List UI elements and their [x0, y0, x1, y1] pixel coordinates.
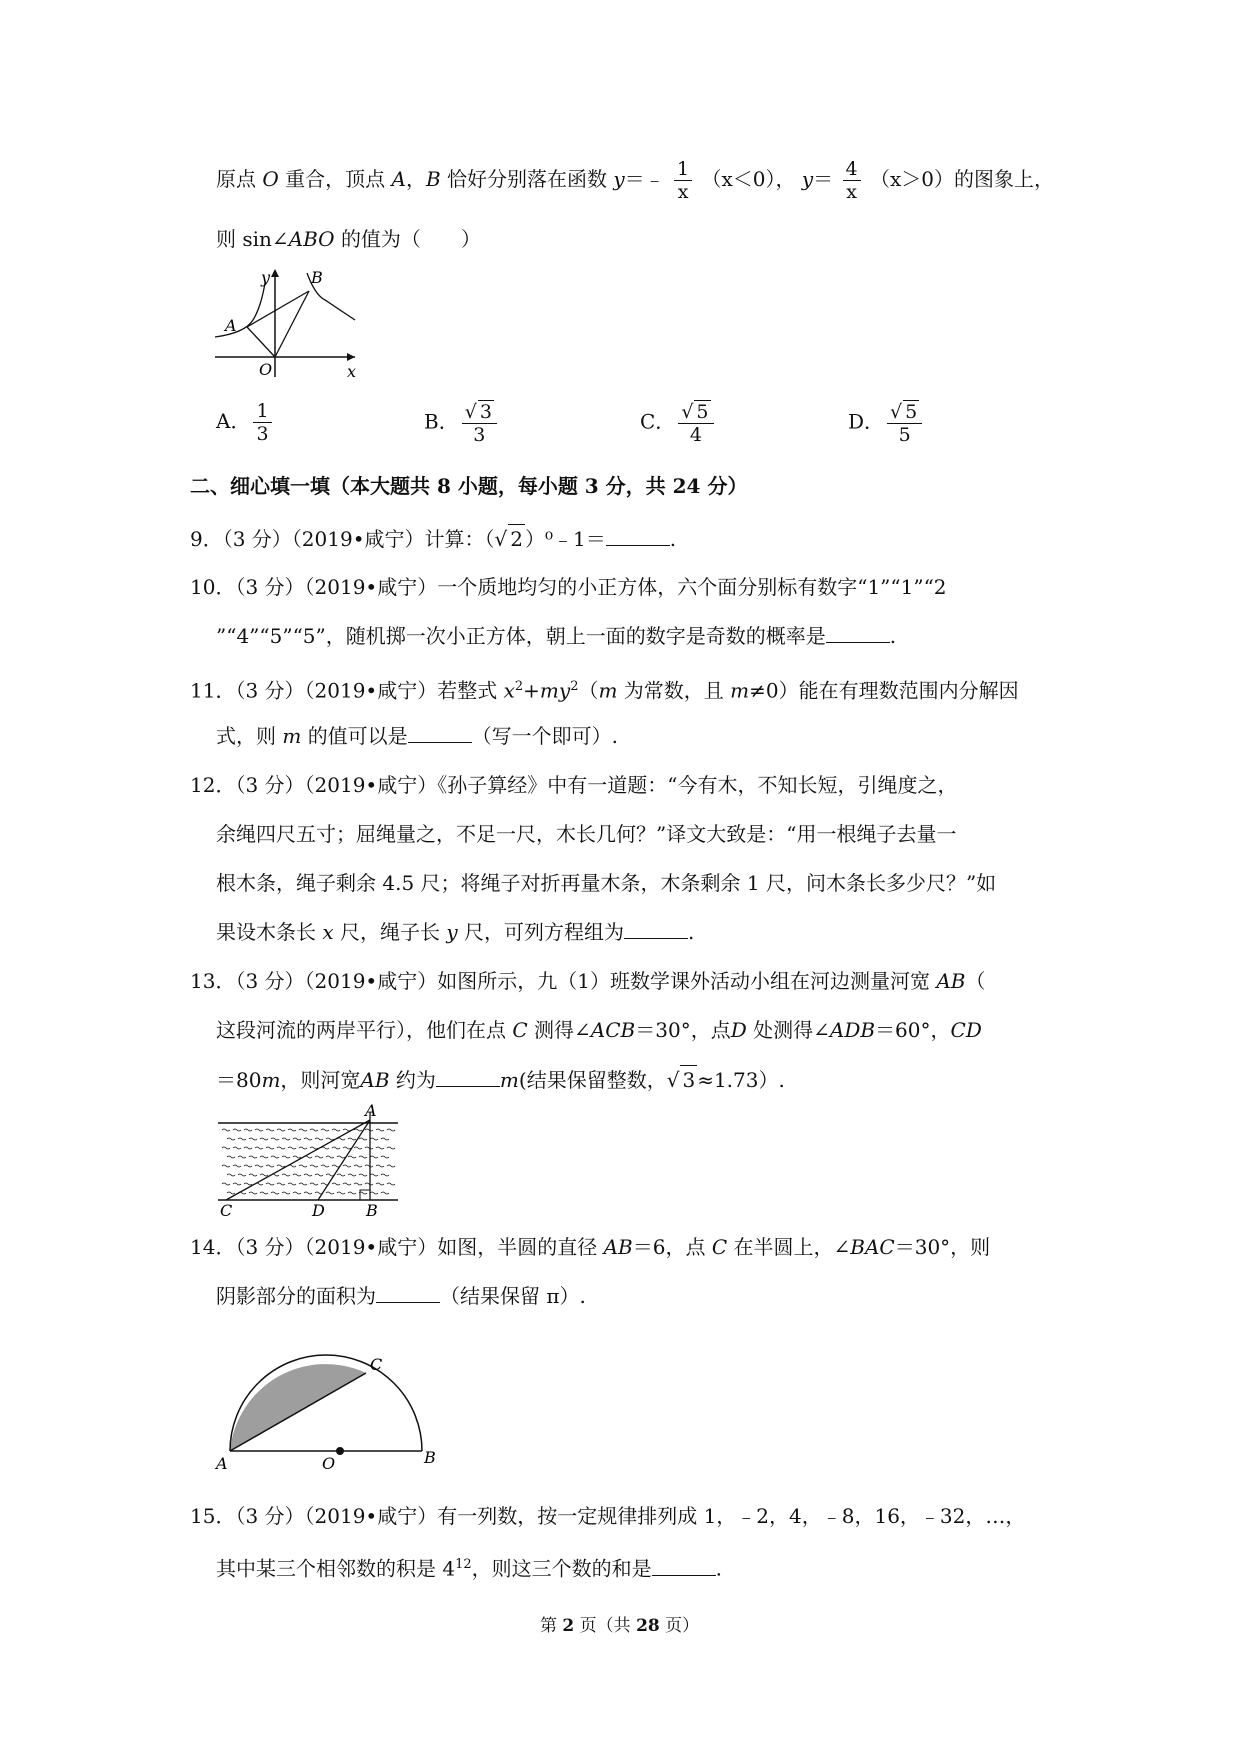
wave-mark: [249, 1174, 257, 1176]
q8-option-b: [424, 400, 500, 446]
q10-text: .: [889, 624, 897, 648]
q13-text: 这段河流的两岸平行），他们在点: [216, 1018, 506, 1042]
label-B: B: [311, 268, 323, 287]
q13-text: ＝80: [216, 1068, 262, 1092]
wave-mark: [238, 1138, 246, 1140]
segment-DA: [318, 1120, 370, 1200]
q8-line2: [216, 225, 481, 253]
wave-mark: [233, 1129, 241, 1131]
wave-mark: [260, 1192, 268, 1194]
answer-blank[interactable]: [826, 622, 890, 643]
q13-line3: [216, 1065, 785, 1094]
wave-mark: [238, 1174, 246, 1176]
q8-text: ＝: [813, 167, 834, 191]
wave-mark: [222, 1129, 230, 1131]
river-waves: [222, 1129, 395, 1194]
wave-mark: [381, 1192, 389, 1194]
option-fraction: [678, 400, 713, 446]
wave-mark: [304, 1138, 312, 1140]
wave-mark: [293, 1174, 301, 1176]
q14-figure: [216, 1324, 472, 1474]
wave-mark: [332, 1183, 340, 1185]
q9: [190, 524, 676, 553]
wave-mark: [310, 1183, 318, 1185]
q13-var-ADB: ADB: [829, 1018, 876, 1042]
wave-mark: [310, 1147, 318, 1149]
frac-num: [678, 400, 713, 424]
q13-var-ACB: ACB: [590, 1018, 636, 1042]
q10-line2: [216, 622, 896, 650]
exponent-2: 2: [570, 679, 579, 694]
q14-text: ＝6，点: [632, 1235, 706, 1259]
wave-mark: [238, 1156, 246, 1158]
wave-mark: [249, 1156, 257, 1158]
q12-var-x: x: [322, 920, 334, 944]
q11-line1: [190, 673, 1019, 705]
wave-mark: [244, 1183, 252, 1185]
x-axis-arrow: [347, 353, 355, 361]
q15-text: .: [715, 1556, 722, 1581]
wave-mark: [255, 1129, 263, 1131]
wave-mark: [381, 1156, 389, 1158]
q13-line2: [216, 1016, 982, 1044]
q8-option-c: [640, 400, 717, 446]
q11-text: 11．（3 分）（2019•咸宁）若整式: [190, 678, 498, 703]
exponent-2: 2: [514, 679, 524, 694]
frac-num: 1: [253, 400, 271, 423]
q13-text: ＝30°，点: [635, 1018, 731, 1042]
q11-text: ≠0）能在有理数范围内分解因: [749, 678, 1019, 703]
wave-mark: [271, 1156, 279, 1158]
wave-mark: [227, 1138, 235, 1140]
wave-mark: [381, 1138, 389, 1140]
total-pages: 28: [636, 1616, 660, 1636]
q8-text: 的值为（ ）: [340, 227, 481, 251]
exponent: 12: [455, 1557, 472, 1572]
wave-mark: [354, 1183, 362, 1185]
q14-text: 阴影部分的面积为: [216, 1284, 376, 1308]
wave-mark: [244, 1147, 252, 1149]
wave-mark: [348, 1192, 356, 1194]
q12-text: 尺，绳子长: [340, 920, 440, 944]
wave-mark: [387, 1183, 395, 1185]
wave-mark: [277, 1147, 285, 1149]
q12-text: .: [688, 920, 695, 944]
wave-mark: [343, 1183, 351, 1185]
q13-var-m: m: [499, 1068, 519, 1092]
label-C: C: [370, 1355, 383, 1374]
wave-mark: [249, 1138, 257, 1140]
footer-text: 页）: [665, 1616, 700, 1636]
wave-mark: [337, 1192, 345, 1194]
frac-den: x: [677, 181, 689, 203]
wave-mark: [321, 1165, 329, 1167]
q15-line1: 15．（3 分）（2019•咸宁）有一列数，按一定规律排列成 1，﹣2，4，﹣8，16，﹣32，…，: [190, 1504, 1026, 1528]
wave-mark: [354, 1147, 362, 1149]
label-B: B: [366, 1201, 378, 1220]
wave-mark: [249, 1192, 257, 1194]
q14-text: 14．（3 分）（2019•咸宁）如图，半圆的直径: [190, 1235, 598, 1259]
wave-mark: [310, 1165, 318, 1167]
page-number: 2: [562, 1616, 575, 1636]
frac-num: 4: [843, 158, 861, 181]
q14-var-C: C: [711, 1235, 728, 1259]
q14-line1: [190, 1233, 990, 1261]
wave-mark: [288, 1147, 296, 1149]
wave-mark: [277, 1183, 285, 1185]
label-O: O: [259, 360, 273, 379]
wave-mark: [381, 1174, 389, 1176]
wave-mark: [370, 1156, 378, 1158]
frac-den: 5: [898, 424, 911, 446]
wave-mark: [282, 1174, 290, 1176]
wave-mark: [277, 1165, 285, 1167]
q11-text: 为常数，且: [623, 678, 724, 703]
q8-line1: [216, 158, 1054, 203]
answer-blank[interactable]: [652, 1555, 716, 1576]
y-axis-arrow: [271, 269, 279, 277]
answer-blank[interactable]: [606, 525, 670, 546]
option-letter: B．: [424, 409, 459, 434]
q13-var-m: m: [261, 1068, 281, 1092]
wave-mark: [354, 1129, 362, 1131]
label-x: x: [347, 362, 357, 381]
label-A: A: [365, 1101, 377, 1120]
wave-mark: [326, 1156, 334, 1158]
q12-text: 尺，可列方程组为: [464, 920, 625, 944]
q13-text: 约为: [395, 1068, 436, 1092]
q12-text: 果设木条长: [216, 920, 316, 944]
shaded-region: [230, 1364, 366, 1451]
wave-mark: [365, 1147, 373, 1149]
q8-text: 恰好分别落在函数: [447, 167, 607, 191]
q12-line2: 余绳四尺五寸；屈绳量之，不足一尺，木长几何？”译文大致是：“用一根绳子去量一: [216, 822, 957, 846]
wave-mark: [326, 1138, 334, 1140]
wave-mark: [321, 1129, 329, 1131]
wave-mark: [370, 1138, 378, 1140]
q8-option-a: [216, 400, 275, 445]
wave-mark: [343, 1165, 351, 1167]
q11-text: 式，则: [216, 724, 276, 748]
right-angle-mark: [360, 1190, 370, 1200]
wave-mark: [304, 1192, 312, 1194]
q13-text: （: [965, 969, 986, 993]
wave-mark: [233, 1183, 241, 1185]
wave-mark: [282, 1138, 290, 1140]
wave-mark: [332, 1147, 340, 1149]
q13-text: ，则河宽: [280, 1068, 361, 1092]
section-heading: 二、细心填一填（本大题共 8 小题，每小题 3 分，共 24 分）: [190, 474, 748, 498]
answer-blank[interactable]: [436, 1066, 500, 1087]
frac-num: [462, 400, 497, 424]
q14-text: ＝30°，则: [894, 1235, 991, 1259]
q15-text: ，则这三个数的和是: [471, 1556, 652, 1581]
answer-blank[interactable]: [624, 918, 688, 939]
wave-mark: [266, 1165, 274, 1167]
q11-text: （: [578, 678, 599, 703]
wave-mark: [315, 1156, 323, 1158]
option-fraction: [887, 400, 922, 446]
wave-mark: [315, 1138, 323, 1140]
radical-sign: √: [890, 401, 903, 423]
q8-text: ＝﹣: [624, 167, 665, 191]
wave-mark: [293, 1138, 301, 1140]
wave-mark: [299, 1165, 307, 1167]
wave-mark: [222, 1165, 230, 1167]
answer-blank[interactable]: [408, 722, 472, 743]
q13-var-CD: CD: [950, 1018, 982, 1042]
q12-line4: [216, 918, 694, 946]
option-fraction: [253, 400, 271, 445]
frac-num: 1: [674, 158, 692, 181]
wave-mark: [266, 1147, 274, 1149]
wave-mark: [359, 1156, 367, 1158]
q11-var-x: x: [503, 678, 515, 703]
wave-mark: [326, 1192, 334, 1194]
label-B: B: [424, 1448, 436, 1467]
q13-text: 处测得∠: [753, 1018, 830, 1042]
wave-mark: [255, 1147, 263, 1149]
wave-mark: [387, 1147, 395, 1149]
radical-sign: √: [464, 401, 477, 423]
wave-mark: [348, 1174, 356, 1176]
segment-AO: [247, 327, 275, 357]
radical-sign: √: [494, 527, 508, 551]
fraction-1-over-x: [674, 158, 692, 203]
q14-var-AB: AB: [603, 1235, 633, 1259]
q8-text: ，: [405, 167, 426, 191]
wave-mark: [233, 1147, 241, 1149]
q12-var-y: y: [446, 920, 458, 944]
q11-line2: [216, 722, 618, 750]
wave-mark: [310, 1129, 318, 1131]
q9-text: ）⁰﹣1＝: [525, 527, 606, 551]
label-O: O: [322, 1454, 336, 1473]
q9-text: 9．（3 分）（2019•咸宁）计算：（: [190, 527, 495, 551]
q11-var-m: m: [598, 678, 618, 703]
wave-mark: [332, 1165, 340, 1167]
q14-text: （结果保留 π）.: [440, 1284, 586, 1308]
answer-blank[interactable]: [376, 1282, 440, 1303]
q14-text: 在半圆上，∠: [733, 1235, 851, 1259]
wave-mark: [288, 1129, 296, 1131]
q14-line2: [216, 1282, 586, 1310]
q13-var-AB: AB: [936, 969, 966, 993]
wave-mark: [354, 1165, 362, 1167]
wave-mark: [260, 1156, 268, 1158]
wave-mark: [299, 1183, 307, 1185]
q12-line3: 根木条，绳子剩余 4.5 尺；将绳子对折再量木条，木条剩余 1 尺，问木条长多少尺？”如: [216, 871, 997, 895]
label-A: A: [225, 316, 237, 335]
q13-text: ＝60°，: [875, 1018, 951, 1042]
q11-var-m: m: [282, 724, 302, 748]
q8-text: （x＞0）的图象上，: [869, 167, 1054, 191]
frac-den: x: [846, 181, 857, 203]
q15-line2: [216, 1551, 722, 1583]
wave-mark: [271, 1192, 279, 1194]
wave-mark: [387, 1165, 395, 1167]
wave-mark: [321, 1147, 329, 1149]
wave-mark: [332, 1129, 340, 1131]
option-fraction: [462, 400, 497, 446]
q15-text: 其中某三个相邻数的积是 4: [216, 1556, 456, 1581]
wave-mark: [260, 1174, 268, 1176]
wave-mark: [365, 1129, 373, 1131]
frac-den: 4: [689, 424, 702, 446]
wave-mark: [271, 1138, 279, 1140]
frac-num: [887, 400, 922, 424]
wave-mark: [293, 1156, 301, 1158]
wave-mark: [222, 1183, 230, 1185]
q11-var-m: m: [730, 678, 750, 703]
page-footer: [540, 1612, 699, 1640]
label-D: D: [312, 1201, 325, 1220]
wave-mark: [299, 1129, 307, 1131]
q13-figure: [218, 1101, 404, 1220]
radical-sign: √: [666, 1068, 680, 1092]
wave-mark: [255, 1165, 263, 1167]
wave-mark: [370, 1174, 378, 1176]
radicand: 5: [696, 401, 709, 423]
wave-mark: [365, 1165, 373, 1167]
radicand: 3: [680, 1065, 697, 1094]
wave-mark: [244, 1129, 252, 1131]
wave-mark: [222, 1147, 230, 1149]
q8-var-y: y: [801, 167, 814, 191]
q8-text: （x＜0），: [701, 167, 796, 191]
q8-var-ABO: ABO: [288, 227, 335, 251]
q8-text: 原点: [216, 167, 256, 191]
q12-line1: 12．（3 分）（2019•咸宁）《孙子算经》中有一道题：“今有木，不知长短，引绳度之，: [190, 773, 958, 797]
fraction-4-over-x: [843, 158, 861, 203]
label-y: y: [261, 268, 271, 287]
q9-text: .: [669, 527, 677, 551]
wave-mark: [260, 1138, 268, 1140]
wave-mark: [343, 1147, 351, 1149]
wave-mark: [277, 1129, 285, 1131]
q14-var-BAC: BAC: [850, 1235, 895, 1259]
wave-mark: [282, 1156, 290, 1158]
center-point-O: [336, 1447, 344, 1455]
radicand: 2: [508, 524, 525, 553]
wave-mark: [293, 1192, 301, 1194]
wave-mark: [244, 1165, 252, 1167]
q8-option-d: [848, 400, 925, 446]
wave-mark: [326, 1174, 334, 1176]
q8-text: 则 sin∠: [216, 227, 289, 251]
wave-mark: [227, 1156, 235, 1158]
wave-mark: [288, 1183, 296, 1185]
q10-text: ”“4”“5”“5”，随机掷一次小正方体，朝上一面的数字是奇数的概率是: [216, 624, 826, 648]
wave-mark: [266, 1129, 274, 1131]
q11-text: 的值可以是: [307, 724, 408, 748]
q13-var-D: D: [730, 1018, 747, 1042]
q11-text: （写一个即可）.: [471, 724, 619, 748]
wave-mark: [376, 1129, 384, 1131]
q13-text: ≈1.73）.: [697, 1068, 785, 1092]
option-letter: A．: [216, 409, 251, 433]
wave-mark: [266, 1183, 274, 1185]
wave-mark: [315, 1174, 323, 1176]
wave-mark: [227, 1192, 235, 1194]
radicand: 5: [905, 401, 918, 423]
q11-text: +: [523, 678, 540, 703]
wave-mark: [359, 1174, 367, 1176]
q13-var-AB: AB: [360, 1068, 390, 1092]
q13-text: (结果保留整数，: [518, 1068, 667, 1092]
q8-var-y: y: [613, 167, 625, 191]
wave-mark: [376, 1147, 384, 1149]
radicand: 3: [479, 401, 492, 423]
wave-mark: [376, 1183, 384, 1185]
wave-mark: [304, 1174, 312, 1176]
wave-mark: [227, 1174, 235, 1176]
wave-mark: [387, 1129, 395, 1131]
frac-den: 3: [473, 424, 486, 446]
q13-text: 测得∠: [534, 1018, 591, 1042]
footer-text: 第: [540, 1616, 557, 1636]
q8-figure: [215, 265, 365, 385]
wave-mark: [233, 1165, 241, 1167]
wave-mark: [282, 1192, 290, 1194]
q13-line1: [190, 967, 985, 995]
label-A: A: [216, 1454, 228, 1473]
wave-mark: [337, 1174, 345, 1176]
wave-mark: [376, 1165, 384, 1167]
q8-text: 重合，顶点: [285, 167, 386, 191]
q8-var-O: O: [262, 167, 279, 191]
q8-var-B: B: [425, 167, 441, 191]
q10-line1: 10．（3 分）（2019•咸宁）一个质地均匀的小正方体，六个面分别标有数字“1”“1”“2: [190, 575, 947, 599]
wave-mark: [337, 1156, 345, 1158]
wave-mark: [299, 1147, 307, 1149]
q13-var-C: C: [512, 1018, 528, 1042]
wave-mark: [348, 1156, 356, 1158]
wave-mark: [348, 1138, 356, 1140]
wave-mark: [370, 1192, 378, 1194]
q8-var-A: A: [391, 167, 406, 191]
frac-den: 3: [256, 423, 269, 445]
segment-CA: [226, 1120, 370, 1200]
q11-var-my: my: [539, 678, 571, 703]
option-letter: C．: [640, 409, 676, 434]
label-C: C: [220, 1201, 233, 1220]
wave-mark: [365, 1183, 373, 1185]
wave-mark: [359, 1138, 367, 1140]
q13-text: 13．（3 分）（2019•咸宁）如图所示，九（1）班数学课外活动小组在河边测量河宽: [190, 969, 930, 993]
footer-text: 页（共: [579, 1616, 631, 1636]
option-letter: D．: [848, 409, 885, 434]
curve-left: [215, 283, 265, 337]
radical-sign: √: [681, 401, 694, 423]
